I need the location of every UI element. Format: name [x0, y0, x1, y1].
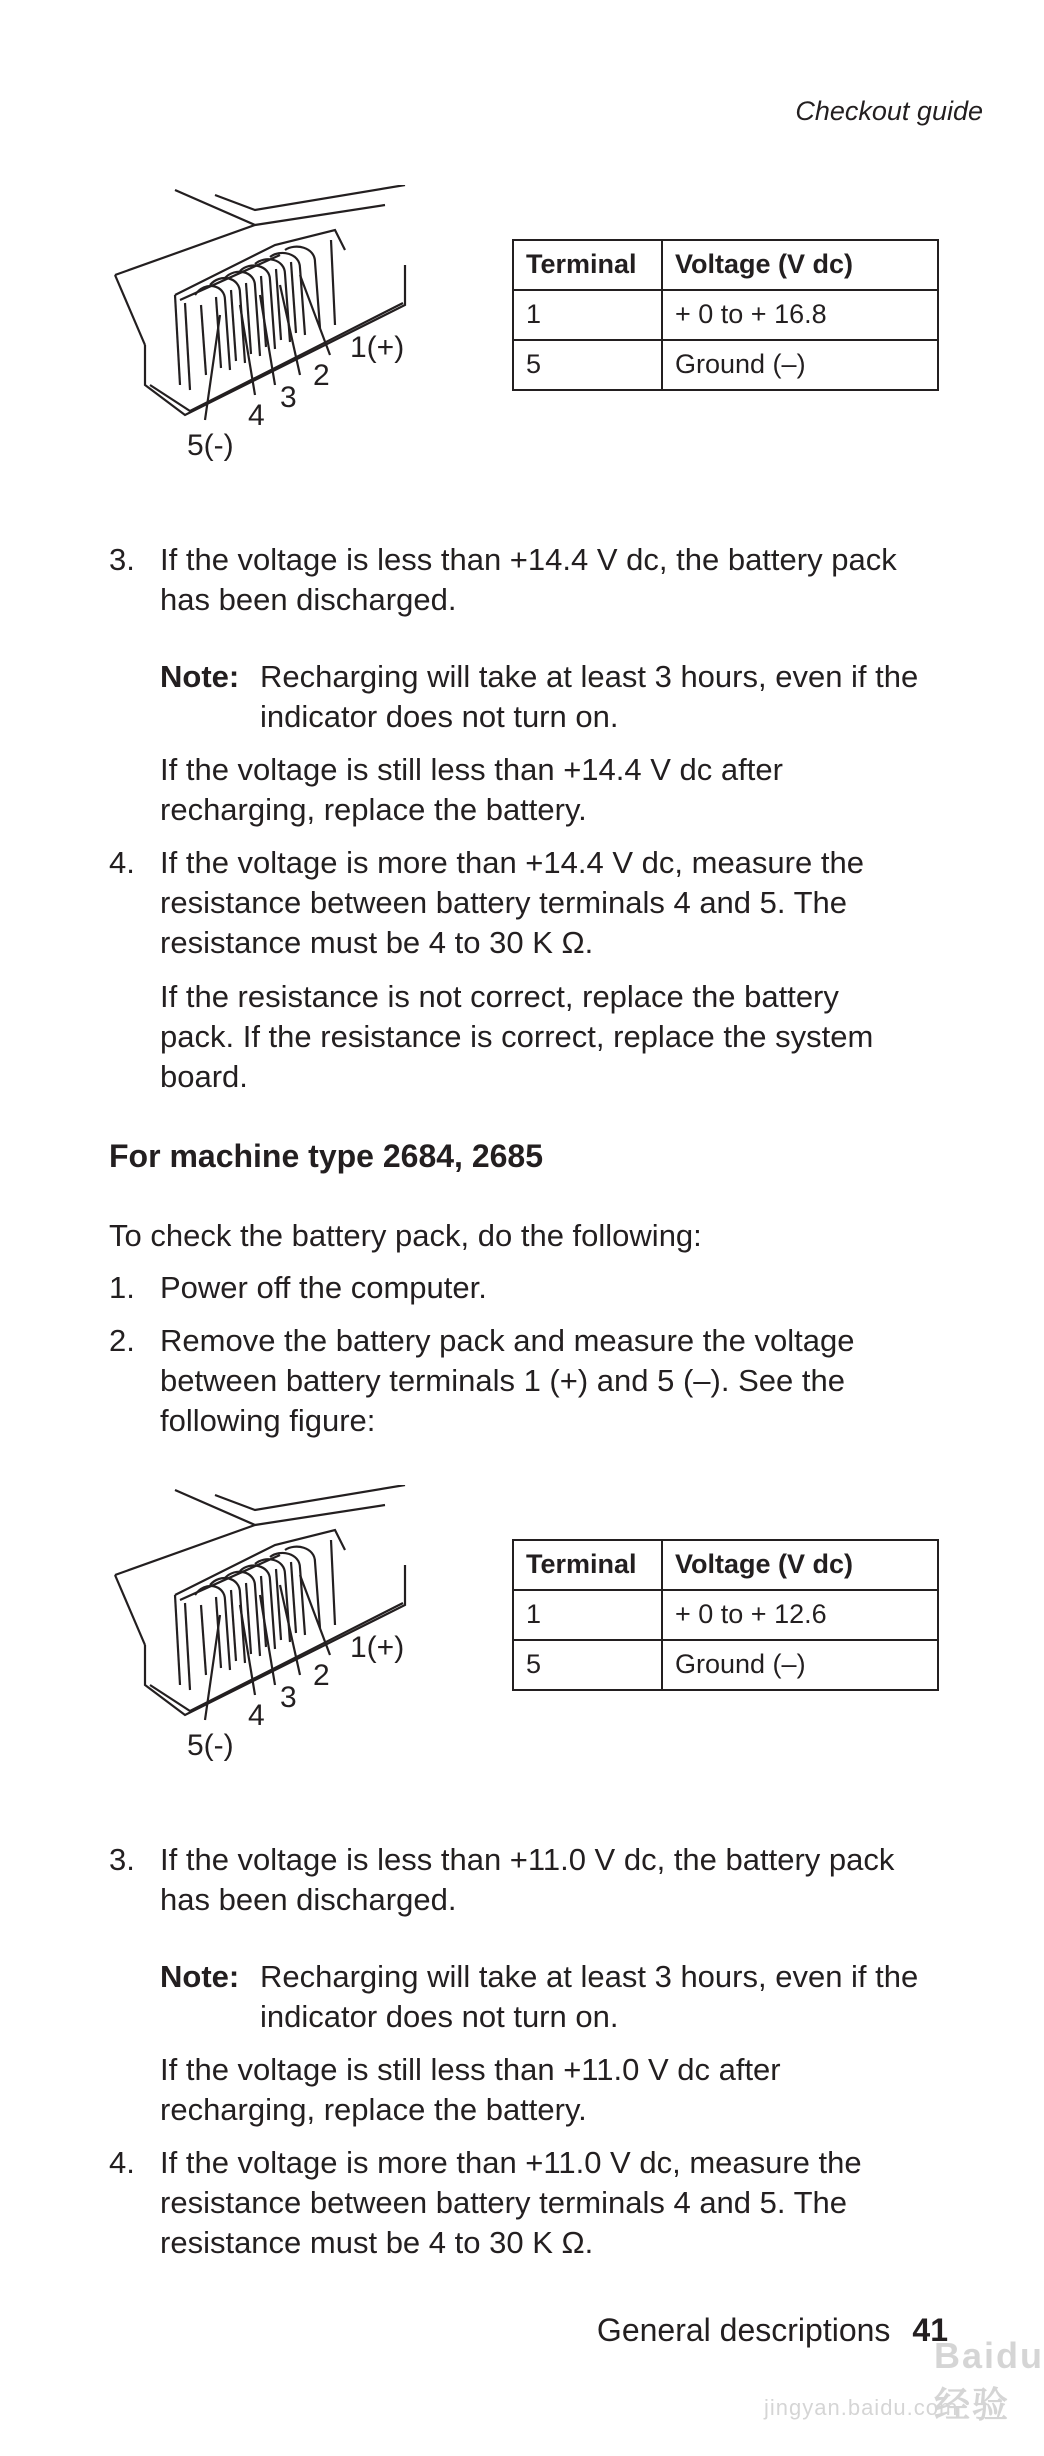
voltage-table-1 — [512, 239, 939, 391]
battery-connector-illustration — [105, 185, 435, 485]
terminal-label-4: 4 — [248, 1699, 265, 1732]
table-header-cell: Terminal — [513, 1540, 662, 1590]
step-4-line-3: resistance must be 4 to 30 K Ω. — [160, 925, 594, 960]
step-2-line-1: Remove the battery pack and measure the voltage — [160, 1323, 855, 1358]
step-2-line-2: between battery terminals 1 (+) and 5 (–). See the — [160, 1363, 845, 1398]
terminal-label-2: 2 — [313, 1659, 330, 1692]
note-line-1: Recharging will take at least 3 hours, even if the — [260, 1959, 919, 1994]
terminal-label-3: 3 — [280, 1681, 297, 1714]
step-3-line-2: has been discharged. — [160, 1882, 457, 1917]
note-line-1: Recharging will take at least 3 hours, even if the — [260, 659, 919, 694]
paragraph-line: pack. If the resistance is correct, replace the system — [160, 1019, 874, 1054]
terminal-label-1: 1(+) — [350, 331, 405, 364]
page-number: 41 — [912, 2312, 948, 2348]
step-number: 3. — [109, 542, 135, 577]
footer-section-title: General descriptions — [596, 2312, 891, 2348]
step-number: 2. — [109, 1323, 135, 1358]
step-3-line-1: If the voltage is less than +14.4 V dc, the battery pack — [160, 542, 897, 577]
section-heading: For machine type 2684, 2685 — [109, 1138, 543, 1174]
terminal-label-5: 5(-) — [187, 429, 234, 462]
step-3-line-1: If the voltage is less than +11.0 V dc, the battery pack — [160, 1842, 895, 1877]
watermark-url: jingyan.baidu.com — [764, 2395, 959, 2420]
step-4-line-3: resistance must be 4 to 30 K Ω. — [160, 2225, 594, 2260]
terminal-label-3: 3 — [280, 381, 297, 414]
step-number: 4. — [109, 845, 135, 880]
table-cell: Ground (–) — [662, 1640, 938, 1690]
paragraph-line: If the voltage is still less than +11.0 V dc after — [160, 2052, 781, 2087]
table-row — [513, 290, 938, 340]
note-label: Note: — [160, 659, 240, 694]
table-row — [513, 1590, 938, 1640]
step-number: 3. — [109, 1842, 135, 1877]
battery-terminal-diagram-2 — [105, 1485, 435, 1785]
note-line-2: indicator does not turn on. — [260, 699, 619, 734]
paragraph-line: If the voltage is still less than +14.4 V dc after — [160, 752, 783, 787]
step-4-line-2: resistance between battery terminals 4 and 5. The — [160, 2185, 847, 2220]
paragraph-line: board. — [160, 1059, 248, 1094]
note-line-2: indicator does not turn on. — [260, 1999, 619, 2034]
step-2-line-3: following figure: — [160, 1403, 376, 1438]
running-header: Checkout guide — [795, 96, 983, 126]
battery-connector-illustration — [105, 1485, 435, 1785]
table-cell: 5 — [513, 340, 662, 390]
terminal-label-1: 1(+) — [350, 1631, 405, 1664]
terminal-label-2: 2 — [313, 359, 330, 392]
terminal-label-4: 4 — [248, 399, 265, 432]
table-header-cell: Voltage (V dc) — [662, 1540, 938, 1590]
table-row — [513, 340, 938, 390]
baidu-watermark — [764, 2295, 1044, 2435]
table-cell: 1 — [513, 1590, 662, 1640]
step-4-line-2: resistance between battery terminals 4 and 5. The — [160, 885, 847, 920]
step-number: 1. — [109, 1270, 135, 1305]
table-header-cell: Voltage (V dc) — [662, 240, 938, 290]
table-header-row — [513, 1540, 938, 1590]
table-cell: Ground (–) — [662, 340, 938, 390]
step-4-line-1: If the voltage is more than +14.4 V dc, measure the — [160, 845, 864, 880]
battery-terminal-diagram-1 — [105, 185, 435, 485]
table-row — [513, 1640, 938, 1690]
voltage-table-2 — [512, 1539, 939, 1691]
paragraph-line: recharging, replace the battery. — [160, 2092, 587, 2127]
table-cell: 1 — [513, 290, 662, 340]
terminal-label-5: 5(-) — [187, 1729, 234, 1762]
table-cell: + 0 to + 16.8 — [662, 290, 938, 340]
step-4-line-1: If the voltage is more than +11.0 V dc, measure the — [160, 2145, 862, 2180]
step-3-line-2: has been discharged. — [160, 582, 457, 617]
paragraph-line: If the resistance is not correct, replace the battery — [160, 979, 839, 1014]
note-label: Note: — [160, 1959, 240, 1994]
table-cell: 5 — [513, 1640, 662, 1690]
table-header-cell: Terminal — [513, 240, 662, 290]
intro-text: To check the battery pack, do the following: — [109, 1218, 702, 1253]
table-cell: + 0 to + 12.6 — [662, 1590, 938, 1640]
step-1-text: Power off the computer. — [160, 1270, 487, 1305]
paragraph-line: recharging, replace the battery. — [160, 792, 587, 827]
watermark-brand: Baidu 经验 — [934, 2335, 1044, 2425]
step-number: 4. — [109, 2145, 135, 2180]
table-header-row — [513, 240, 938, 290]
